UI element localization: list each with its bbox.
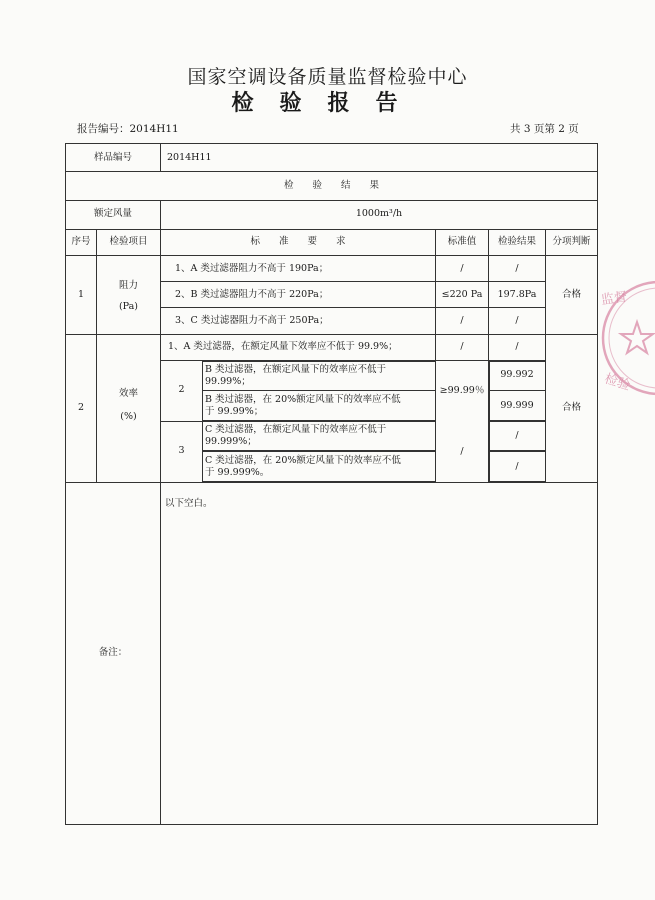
group1-item-name: 阻力 [118, 280, 138, 291]
group2-row1-requirement: 1、A 类过滤器，在额定风量下效率应不低于 99.9%； [168, 341, 398, 352]
group2-sub2-result-b: 99.999 [500, 400, 534, 411]
group2-sub2-result-a: 99.992 [500, 369, 534, 380]
group2-sub3-req-b-line2: 于 99.999%。 [205, 467, 270, 478]
airflow-label: 额定风量 [93, 208, 132, 219]
group2-seq: 2 [77, 402, 85, 413]
sample-no-label: 样品编号 [93, 152, 132, 163]
group2-sub3-req-a-line1: C 类过滤器，在额定风量下的效率应不低于 [205, 424, 387, 435]
header-result: 检验结果 [497, 236, 536, 247]
group1-row3-requirement: 3、C 类过滤器阻力不高于 250Pa； [175, 315, 329, 326]
official-stamp [597, 268, 655, 408]
group2-sub2-number: 2 [178, 384, 185, 395]
group1-row2-requirement: 2、B 类过滤器阻力不高于 220Pa； [175, 289, 329, 300]
group2-sub3-req-b-line1: C 类过滤器，在 20%额定风量下的效率应不低 [205, 455, 401, 466]
group2-row1-standard: / [460, 341, 464, 352]
group1-row2-standard: ≤220 Pa [441, 289, 483, 300]
group2-sub2-standard: ≥99.99％ [439, 385, 485, 396]
org-title: 国家空调设备质量监督检验中心 [187, 66, 468, 88]
group2-sub3-number: 3 [178, 445, 185, 456]
header-standard: 标准值 [447, 236, 477, 247]
stamp-text-bottom: 检验 [602, 371, 632, 394]
group1-row3-standard: / [460, 315, 464, 326]
section-title: 检 验 结 果 [283, 180, 379, 191]
group2-sub2-req-b-line1: B 类过滤器，在 20%额定风量下的效率应不低 [205, 394, 401, 405]
header-item: 检验项目 [109, 236, 148, 247]
page-info: 共 3 页第 2 页 [510, 123, 579, 135]
document-title: 检验报告 [231, 91, 424, 116]
group2-sub3-standard: / [460, 446, 464, 457]
group1-row1-result: / [515, 263, 519, 274]
group1-row1-standard: / [460, 263, 464, 274]
header-requirement: 标 准 要 求 [250, 236, 346, 247]
group2-row1-result: / [515, 341, 519, 352]
stamp-text-top: 监督 [600, 289, 629, 309]
group1-row3-result: / [515, 315, 519, 326]
remarks-text: 以下空白。 [165, 498, 213, 509]
group2-sub3-result-b: / [515, 461, 519, 472]
remarks-label: 备注： [98, 647, 128, 658]
report-number: 报告编号：2014H11 [77, 123, 179, 135]
group2-sub2-req-a-line2: 99.99%； [205, 376, 251, 387]
group1-row2-result: 197.8Pa [497, 289, 537, 300]
group2-sub3-req-a-line2: 99.999%； [205, 436, 257, 447]
airflow-value: 1000m³/h [355, 208, 403, 219]
group1-judgement: 合格 [561, 289, 581, 300]
group2-sub2-req-a-line1: B 类过滤器，在额定风量下的效率应不低于 [205, 364, 387, 375]
sample-no-value: 2014H11 [167, 152, 212, 163]
group2-sub3-result-a: / [515, 430, 519, 441]
group2-item-unit: (%) [120, 411, 137, 422]
group2-sub2-req-b-line2: 于 99.99%； [205, 406, 264, 417]
group1-seq: 1 [77, 289, 85, 300]
group1-row1-requirement: 1、A 类过滤器阻力不高于 190Pa； [175, 263, 329, 274]
group2-judgement: 合格 [561, 402, 581, 413]
group2-item-name: 效率 [118, 388, 138, 399]
group1-item-unit: (Pa) [118, 301, 139, 312]
header-judgement: 分项判断 [552, 236, 591, 247]
header-seq: 序号 [71, 236, 91, 247]
